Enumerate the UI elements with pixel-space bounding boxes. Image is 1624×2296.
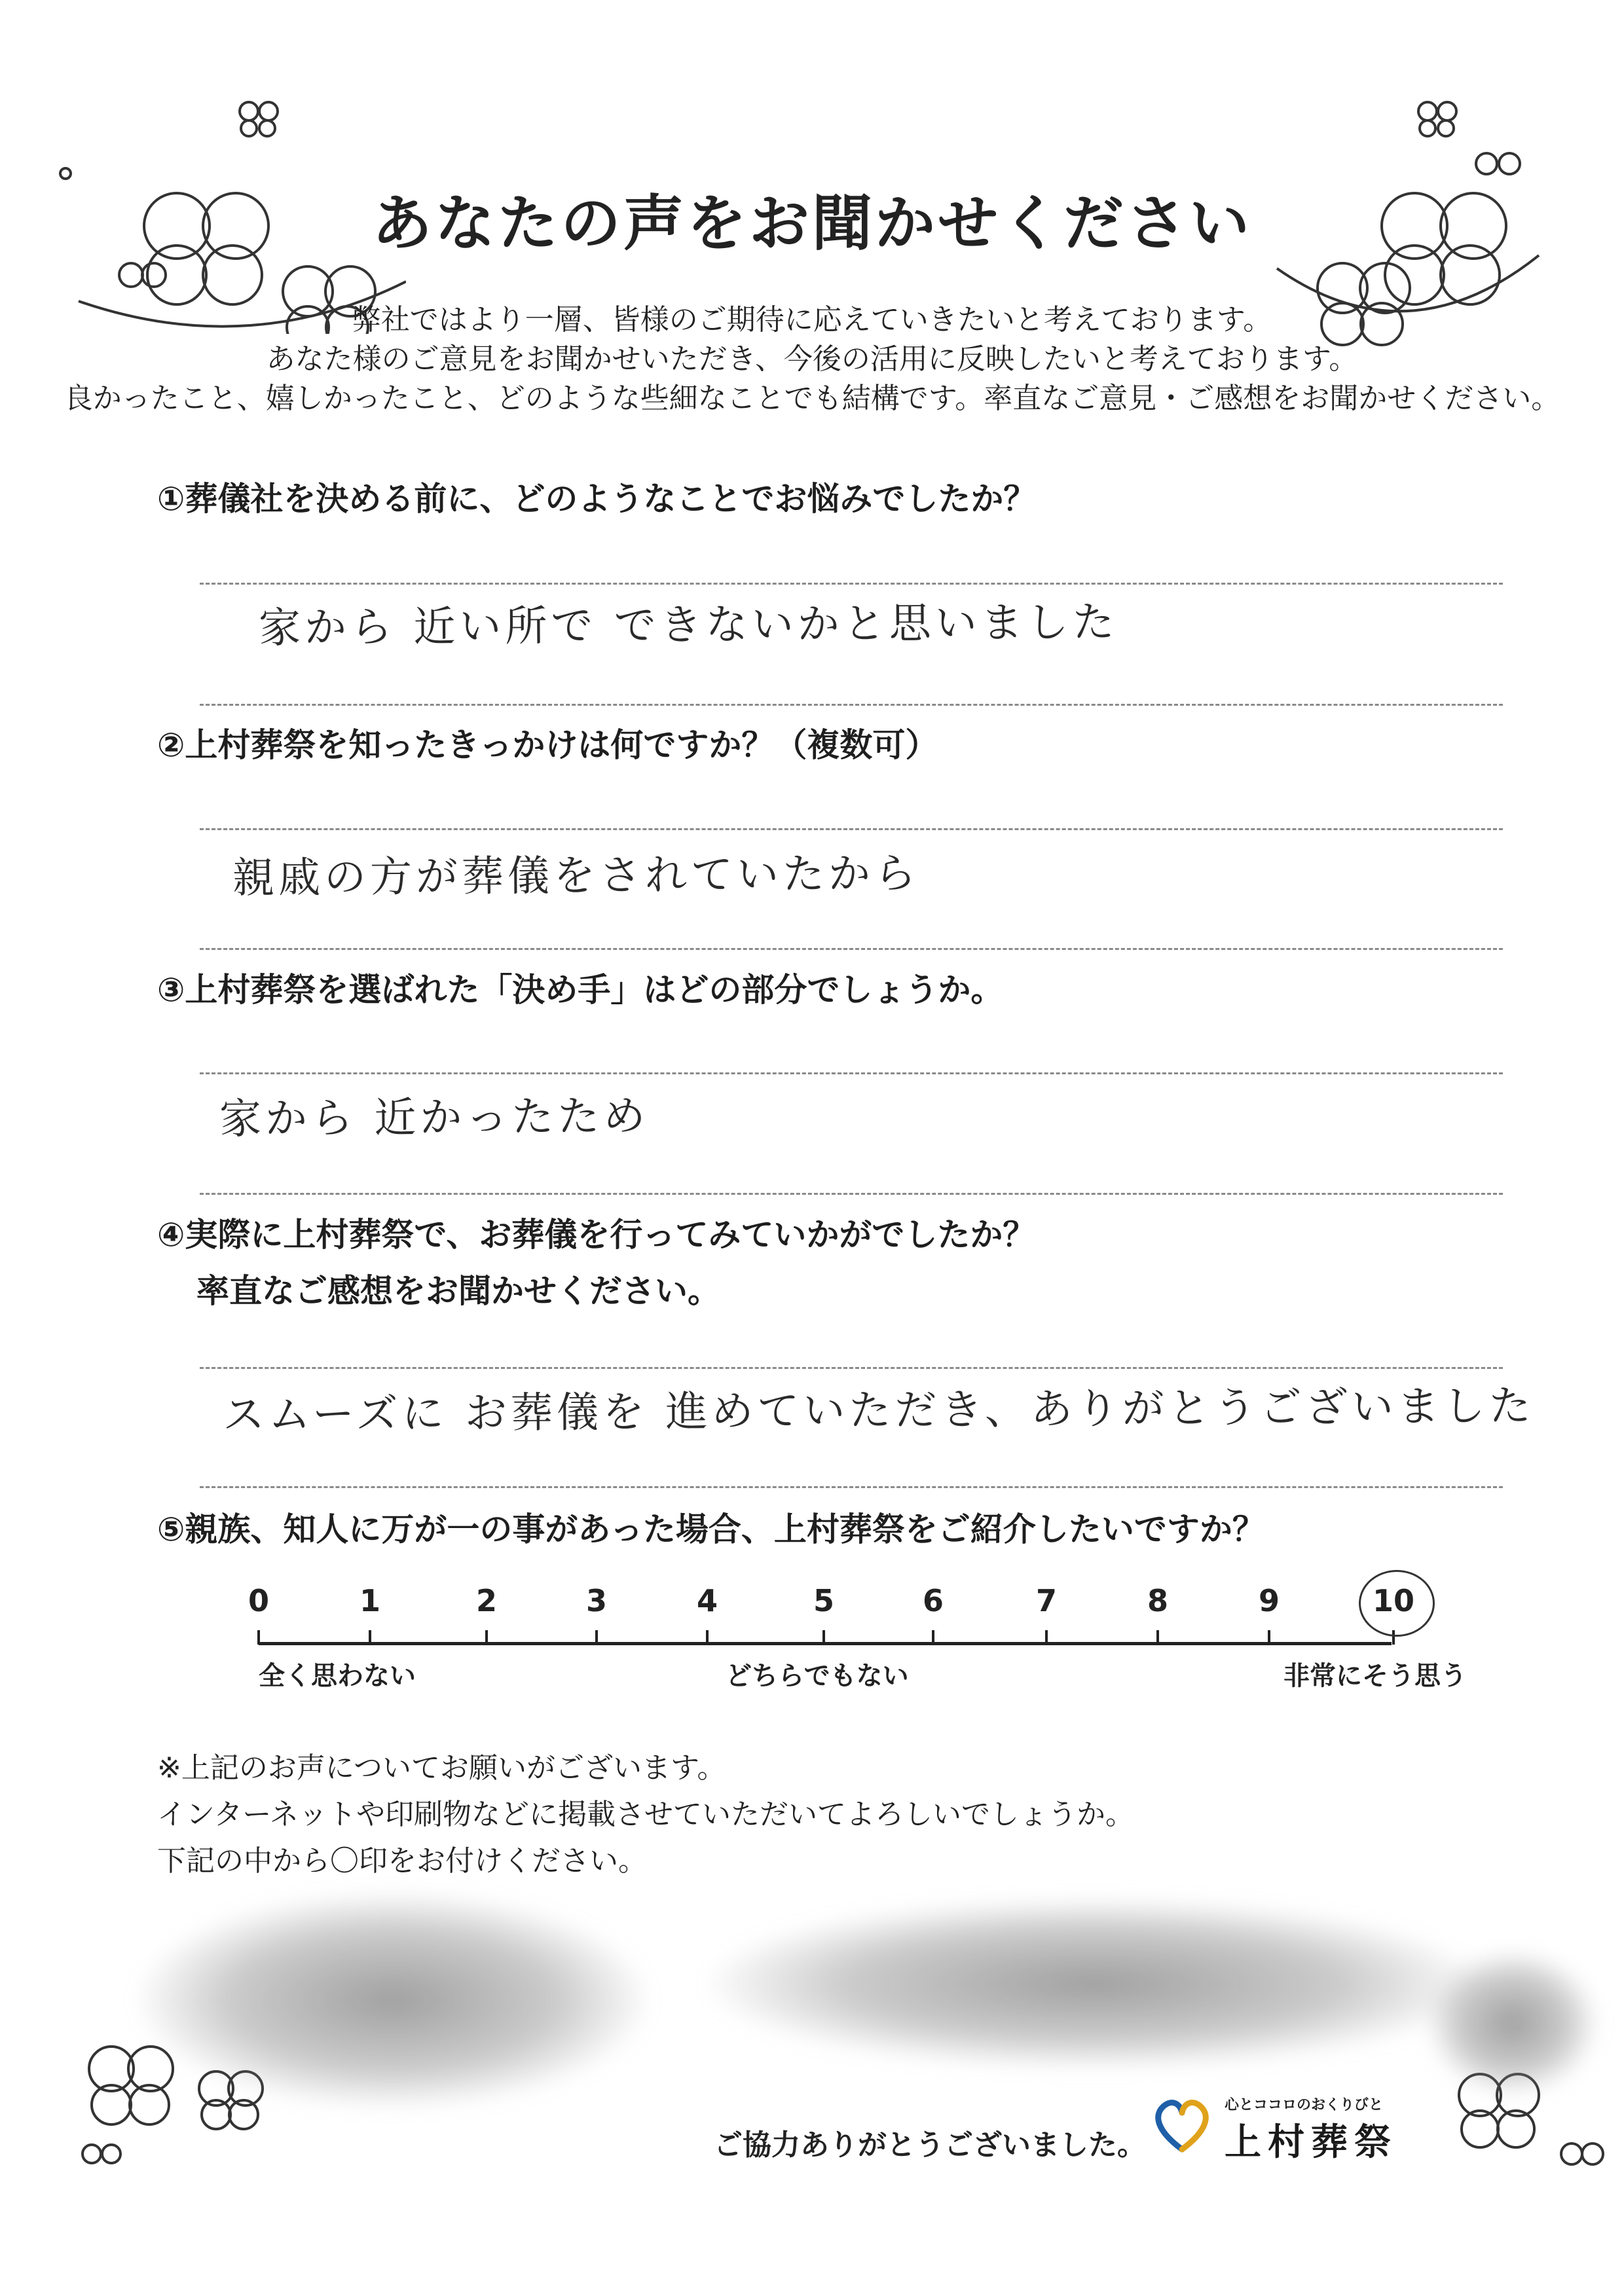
question-4-line-2: 率直なご感想をお聞かせください。 xyxy=(196,1272,720,1310)
scale-tick xyxy=(369,1630,371,1645)
note-line-3: 下記の中から〇印をお付けください。 xyxy=(157,1844,647,1878)
redacted-area-left xyxy=(138,1892,648,2108)
scale-tick xyxy=(485,1630,488,1645)
scale-number: 3 xyxy=(585,1583,607,1618)
question-5: ⑤親族、知人に万が一の事があった場合、上村葬祭をご紹介したいですか？ xyxy=(157,1510,1265,1548)
redacted-area-right xyxy=(707,1899,1480,2069)
scale-label-mid: どちらでもない xyxy=(726,1661,909,1691)
scale-number: 10 xyxy=(1372,1583,1414,1618)
question-4: ④実際に上村葬祭で、お葬儀を行ってみていかがでしたか？ xyxy=(157,1216,1036,1254)
answer-rule xyxy=(200,704,1503,706)
scale-tick xyxy=(1268,1630,1270,1645)
answer-rule xyxy=(200,583,1503,585)
company-logo-name: 上村葬祭 xyxy=(1225,2121,1397,2164)
scale-label-high: 非常にそう思う xyxy=(1283,1661,1467,1691)
note-line-2: インターネットや印刷物などに掲載させていただいてよろしいでしょうか。 xyxy=(157,1798,1135,1831)
answer-rule xyxy=(200,1193,1503,1195)
answer-rule xyxy=(200,828,1503,830)
question-2: ②上村葬祭を知ったきっかけは何ですか？（複数可） xyxy=(157,726,938,764)
scale-number: 6 xyxy=(922,1583,944,1618)
scale-number: 2 xyxy=(475,1583,497,1618)
scale-tick xyxy=(257,1630,260,1645)
answer-2-handwritten: 親戚の方が葬儀をされていたから xyxy=(232,849,921,903)
answer-1-handwritten: 家から 近い所で できないかと思いました xyxy=(258,598,1118,653)
intro-line-1: 弊社ではより一層、皆様のご期待に応えていきたいと考えております。 xyxy=(352,303,1272,337)
scale-number: 1 xyxy=(359,1583,380,1618)
intro-line-2: あなた様のご意見をお聞かせいただき、今後の活用に反映したいと考えております。 xyxy=(266,342,1358,376)
answer-3-handwritten: 家から 近かったため xyxy=(219,1092,650,1144)
scale-number: 9 xyxy=(1258,1583,1280,1618)
page-title: あなたの声をお聞かせください xyxy=(371,189,1252,259)
scale-tick xyxy=(595,1630,598,1645)
scale-number: 8 xyxy=(1147,1583,1168,1618)
scale-label-low: 全く思わない xyxy=(259,1661,416,1691)
heart-logo-icon xyxy=(1149,2092,1215,2157)
note-line-1: ※上記のお声についてお願いがございます。 xyxy=(157,1751,726,1785)
scale-number: 7 xyxy=(1035,1583,1057,1618)
answer-rule xyxy=(200,948,1503,950)
scale-number: 4 xyxy=(696,1583,718,1618)
logo-tagline: 心とココロのおくりびと xyxy=(1225,2097,1384,2113)
question-1: ①葬儀社を決める前に、どのようなことでお悩みでしたか？ xyxy=(157,480,1037,518)
rating-scale-line xyxy=(259,1642,1392,1645)
answer-rule xyxy=(200,1486,1503,1488)
answer-rule xyxy=(200,1367,1503,1369)
scale-tick xyxy=(822,1630,825,1645)
scale-tick xyxy=(1156,1630,1159,1645)
answer-4-handwritten: スムーズに お葬儀を 進めていただき、ありがとうございました xyxy=(222,1382,1535,1440)
scale-tick xyxy=(706,1630,709,1645)
selected-rating-circle xyxy=(1359,1570,1435,1637)
question-3: ③上村葬祭を選ばれた「決め手」はどの部分でしょうか。 xyxy=(157,971,1004,1009)
scale-number: 0 xyxy=(248,1583,269,1618)
answer-rule xyxy=(200,1072,1503,1074)
scale-tick xyxy=(932,1630,934,1645)
scale-number: 5 xyxy=(813,1583,834,1618)
redacted-area-corner xyxy=(1428,1951,1598,2095)
thank-you-message: ご協力ありがとうございました。 xyxy=(714,2128,1146,2162)
intro-line-3: 良かったこと、嬉しかったこと、どのような些細なことでも結構です。率直なご意見・ご感想をお聞かせください。 xyxy=(64,382,1560,415)
scale-tick xyxy=(1045,1630,1048,1645)
